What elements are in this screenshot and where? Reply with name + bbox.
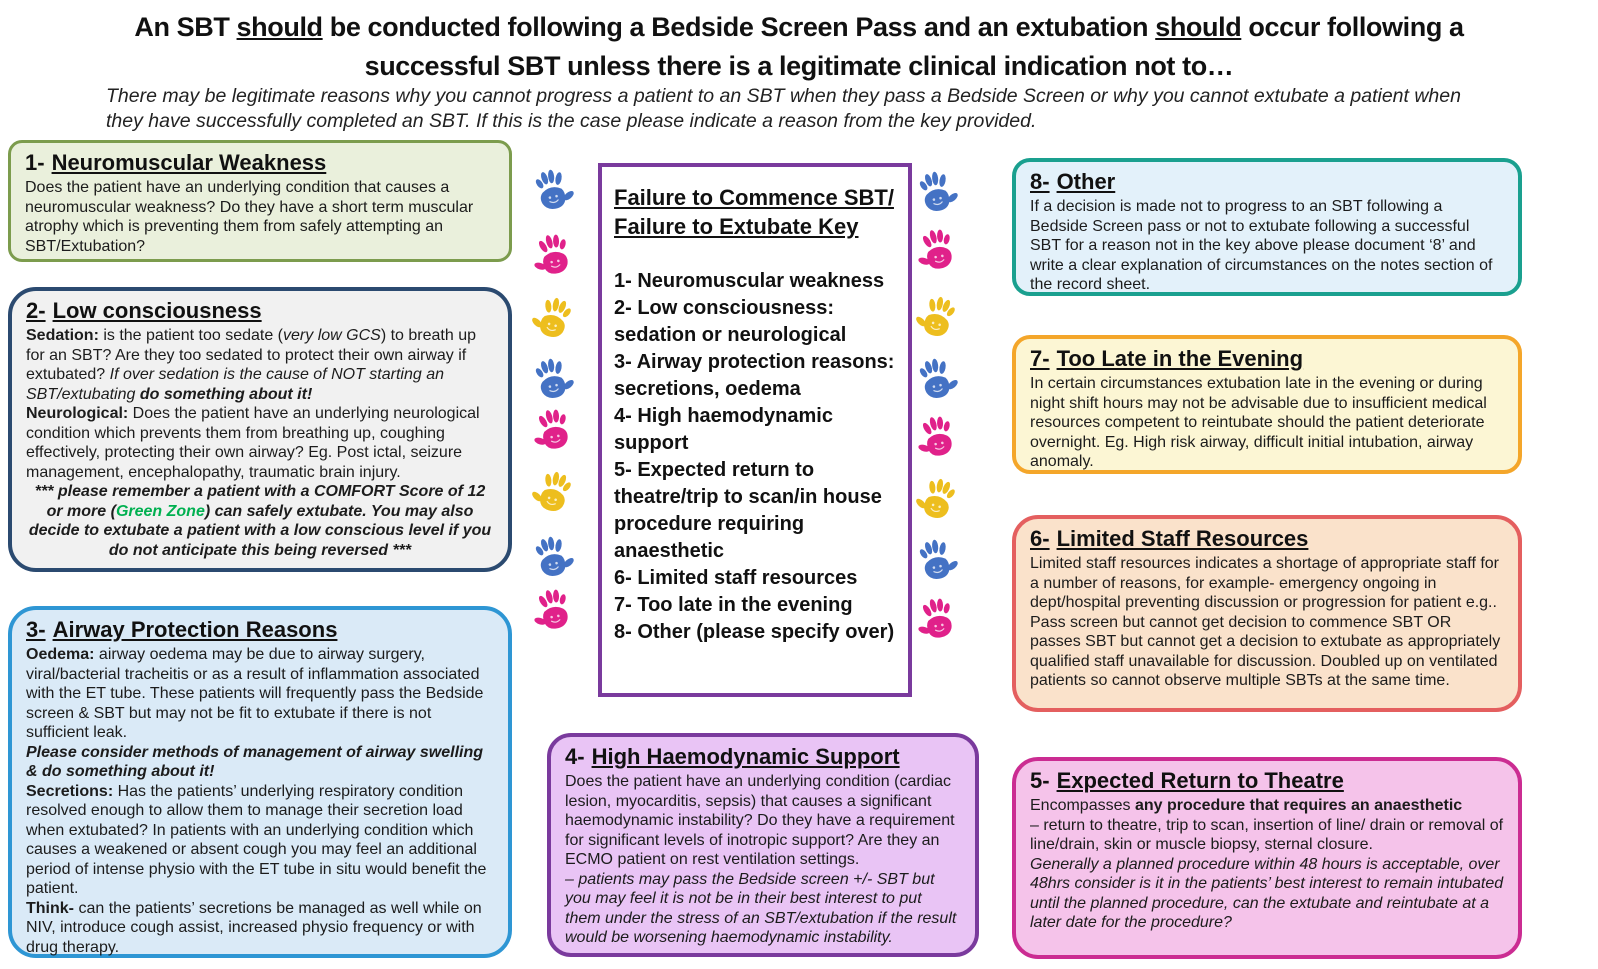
handprint-icon bbox=[533, 233, 573, 279]
handprint-icon bbox=[917, 477, 957, 523]
page-subtitle: There may be legitimate reasons why you cannot progress a patient to an SBT when they pass a Bedside Screen or why you cannot extubate a patient when they have successfully completed an SBT. If this is the case please indicate a reason from the key provided. bbox=[106, 85, 1461, 132]
box-2-number: 2- bbox=[26, 298, 46, 323]
box-5-title: Expected Return to Theatre bbox=[1056, 768, 1344, 793]
box-3-body: Oedema: airway oedema may be due to airway surgery, viral/bacterial tracheitis or as a result of inflammation associated with the ET tube. These patients will frequently pass the Bedside screen & SBT but may not be fit to extubate if there is not sufficient leak. Please consider methods of management of airway swelling & do something about it! Secretions: Has the patients’ underlying respiratory condition resolved enough to allow them to manage their secretion load when extubated? In patients with an underlying condition which causes a weakened or absent cough you may feel an additional period of intense physio with the ET tube in situ would benefit the patient. Think- can the patients’ secretions be managed as well while on NIV, introduce cough assist, increased physio frequency or with drug therapy. bbox=[26, 646, 487, 956]
box-7-too-late-in-the-evening bbox=[1012, 335, 1522, 474]
box-1-body: Does the patient have an underlying condition that causes a neuromuscular weakness? Do they have a short term muscular atrophy which is preventing them from safely attempting an SBT/Extubation? bbox=[25, 179, 474, 255]
box-4-number: 4- bbox=[565, 744, 585, 769]
box-5-expected-return-to-theatre bbox=[1012, 757, 1522, 959]
key-heading-line1: Failure to Commence SBT/ bbox=[614, 185, 894, 210]
box-7-body: In certain circumstances extubation late in the evening or during night shift hours may not be advisable due to insufficient medical resources competent to reintubate should the patient deteriorate overnight. Eg. High risk airway, difficult initial intubation, airway anomaly. bbox=[1030, 375, 1487, 471]
box-8-number: 8- bbox=[1030, 169, 1050, 194]
handprint-icon bbox=[533, 408, 573, 454]
box-7-number: 7- bbox=[1030, 346, 1050, 371]
box-7-title: Too Late in the Evening bbox=[1056, 346, 1304, 371]
key-item: 6- Limited staff resources bbox=[614, 567, 858, 589]
box-5-body: Encompasses any procedure that requires an anaesthetic – return to theatre, trip to scan, insertion of line/ drain or removal of line/drain, skin or muscle biopsy, sternal closure. Generally a planned procedure within 48 hours is acceptable, over 48hrs consider is it in the patients’ best interest to remain intubated until the planned procedure, can the extubate and reintubate at a later date for the procedure? bbox=[1030, 797, 1504, 932]
box-8-body: If a decision is made not to progress to an SBT following a Bedside Screen pass or not to extubate following a successful SBT for a reason not in the key above please document ‘8’ and write a clear explanation of circumstances on the notes section of the record sheet. bbox=[1030, 198, 1493, 294]
box-1-neuromuscular-weakness bbox=[8, 140, 512, 262]
key-heading bbox=[614, 183, 896, 241]
handprint-icon bbox=[917, 597, 957, 643]
key-item: 7- Too late in the evening bbox=[614, 594, 853, 616]
box-3-title: Airway Protection Reasons bbox=[52, 617, 338, 642]
key-heading-line2: Failure to Extubate Key bbox=[614, 214, 859, 239]
box-3-airway-protection-reasons bbox=[8, 606, 512, 958]
box-4-title: High Haemodynamic Support bbox=[591, 744, 900, 769]
key-item: 5- Expected return to theatre/trip to scan/in house procedure requiring anaesthetic bbox=[614, 459, 882, 562]
handprint-icon bbox=[917, 415, 957, 461]
handprint-icon bbox=[917, 170, 957, 216]
box-2-body: Sedation: is the patient too sedate (very low GCS) to breath up for an SBT? Are they too sedated to protect their own airway if extubated? If over sedation is the cause of NOT starting an SBT/extubating do something about it! Neurological: Does the patient have an underlying neurological condition which prevents them from breathing up, coughing effectively, protecting their own airway? Eg. Post ictal, seizure management, encephalopathy, traumatic brain injury. *** please remember a patient with a COMFORT Score of 12 or more (Green Zone) can safely extubate. You may also decide to extubate a patient with a low conscious level if you do not anticipate this being reversed *** bbox=[26, 327, 492, 559]
box-1-title: Neuromuscular Weakness bbox=[51, 150, 327, 175]
box-8-other bbox=[1012, 158, 1522, 296]
box-2-low-consciousness bbox=[8, 287, 512, 572]
box-1-number: 1- bbox=[25, 150, 45, 175]
key-item: 4- High haemodynamic support bbox=[614, 405, 833, 454]
key-item: 1- Neuromuscular weakness bbox=[614, 270, 885, 292]
box-4-body: Does the patient have an underlying condition (cardiac lesion, myocarditis, sepsis) that causes a significant haemodynamic instability? Do they have a requirement for significant levels of inotropic support? Are they an ECMO patient on rest ventilation settings. – patients may pass the Bedside screen +/- SBT but you may feel it is not be in their best interest to put them under the stress of an SBT/extubation if the result would be worsening haemodynamic instability. bbox=[565, 773, 957, 947]
box-5-number: 5- bbox=[1030, 768, 1050, 793]
box-2-heading bbox=[26, 297, 494, 325]
key-item-list bbox=[614, 268, 896, 646]
box-2-title: Low consciousness bbox=[52, 298, 262, 323]
box-6-title: Limited Staff Resources bbox=[1056, 526, 1309, 551]
page-title: An SBT should be conducted following a Bedside Screen Pass and an extubation should occur following a successful SBT unless there is a legitimate clinical indication not to… bbox=[134, 12, 1464, 81]
box-4-high-haemodynamic-support bbox=[547, 733, 979, 957]
handprint-icon bbox=[533, 357, 573, 403]
handprint-icon bbox=[917, 295, 957, 341]
handprint-icon bbox=[533, 296, 573, 342]
box-6-heading bbox=[1030, 525, 1504, 553]
key-item: 8- Other (please specify over) bbox=[614, 621, 895, 643]
handprint-icon bbox=[917, 228, 957, 274]
handprint-icon bbox=[917, 357, 957, 403]
box-4-heading bbox=[565, 743, 961, 771]
handprint-icon bbox=[533, 535, 573, 581]
key-item: 2- Low consciousness: sedation or neurological bbox=[614, 297, 847, 346]
box-8-title: Other bbox=[1056, 169, 1116, 194]
handprint-icon bbox=[533, 588, 573, 634]
failure-key-box bbox=[598, 163, 912, 697]
box-1-heading bbox=[25, 149, 495, 177]
handprint-icon bbox=[533, 168, 573, 214]
box-6-body: Limited staff resources indicates a shortage of appropriate staff for a number of reasons, for example- emergency ongoing in dept/hospital preventing discussion or progression for patient e.g.. Pass screen but cannot get decision to commence SBT OR passes SBT but cannot get a decision to extubate as appropriately qualified staff unavailable for discussion. Doubled up on ventilated patients so cannot observe multiple SBTs at the same time. bbox=[1030, 555, 1501, 690]
handprint-icon bbox=[533, 470, 573, 516]
box-3-number: 3- bbox=[26, 617, 46, 642]
box-7-heading bbox=[1030, 345, 1504, 373]
box-5-heading bbox=[1030, 767, 1504, 795]
key-item: 3- Airway protection reasons: secretions, oedema bbox=[614, 351, 895, 400]
box-8-heading bbox=[1030, 168, 1504, 196]
handprint-icon bbox=[917, 538, 957, 584]
box-6-number: 6- bbox=[1030, 526, 1050, 551]
box-6-limited-staff-resources bbox=[1012, 515, 1522, 712]
box-3-heading bbox=[26, 616, 494, 644]
